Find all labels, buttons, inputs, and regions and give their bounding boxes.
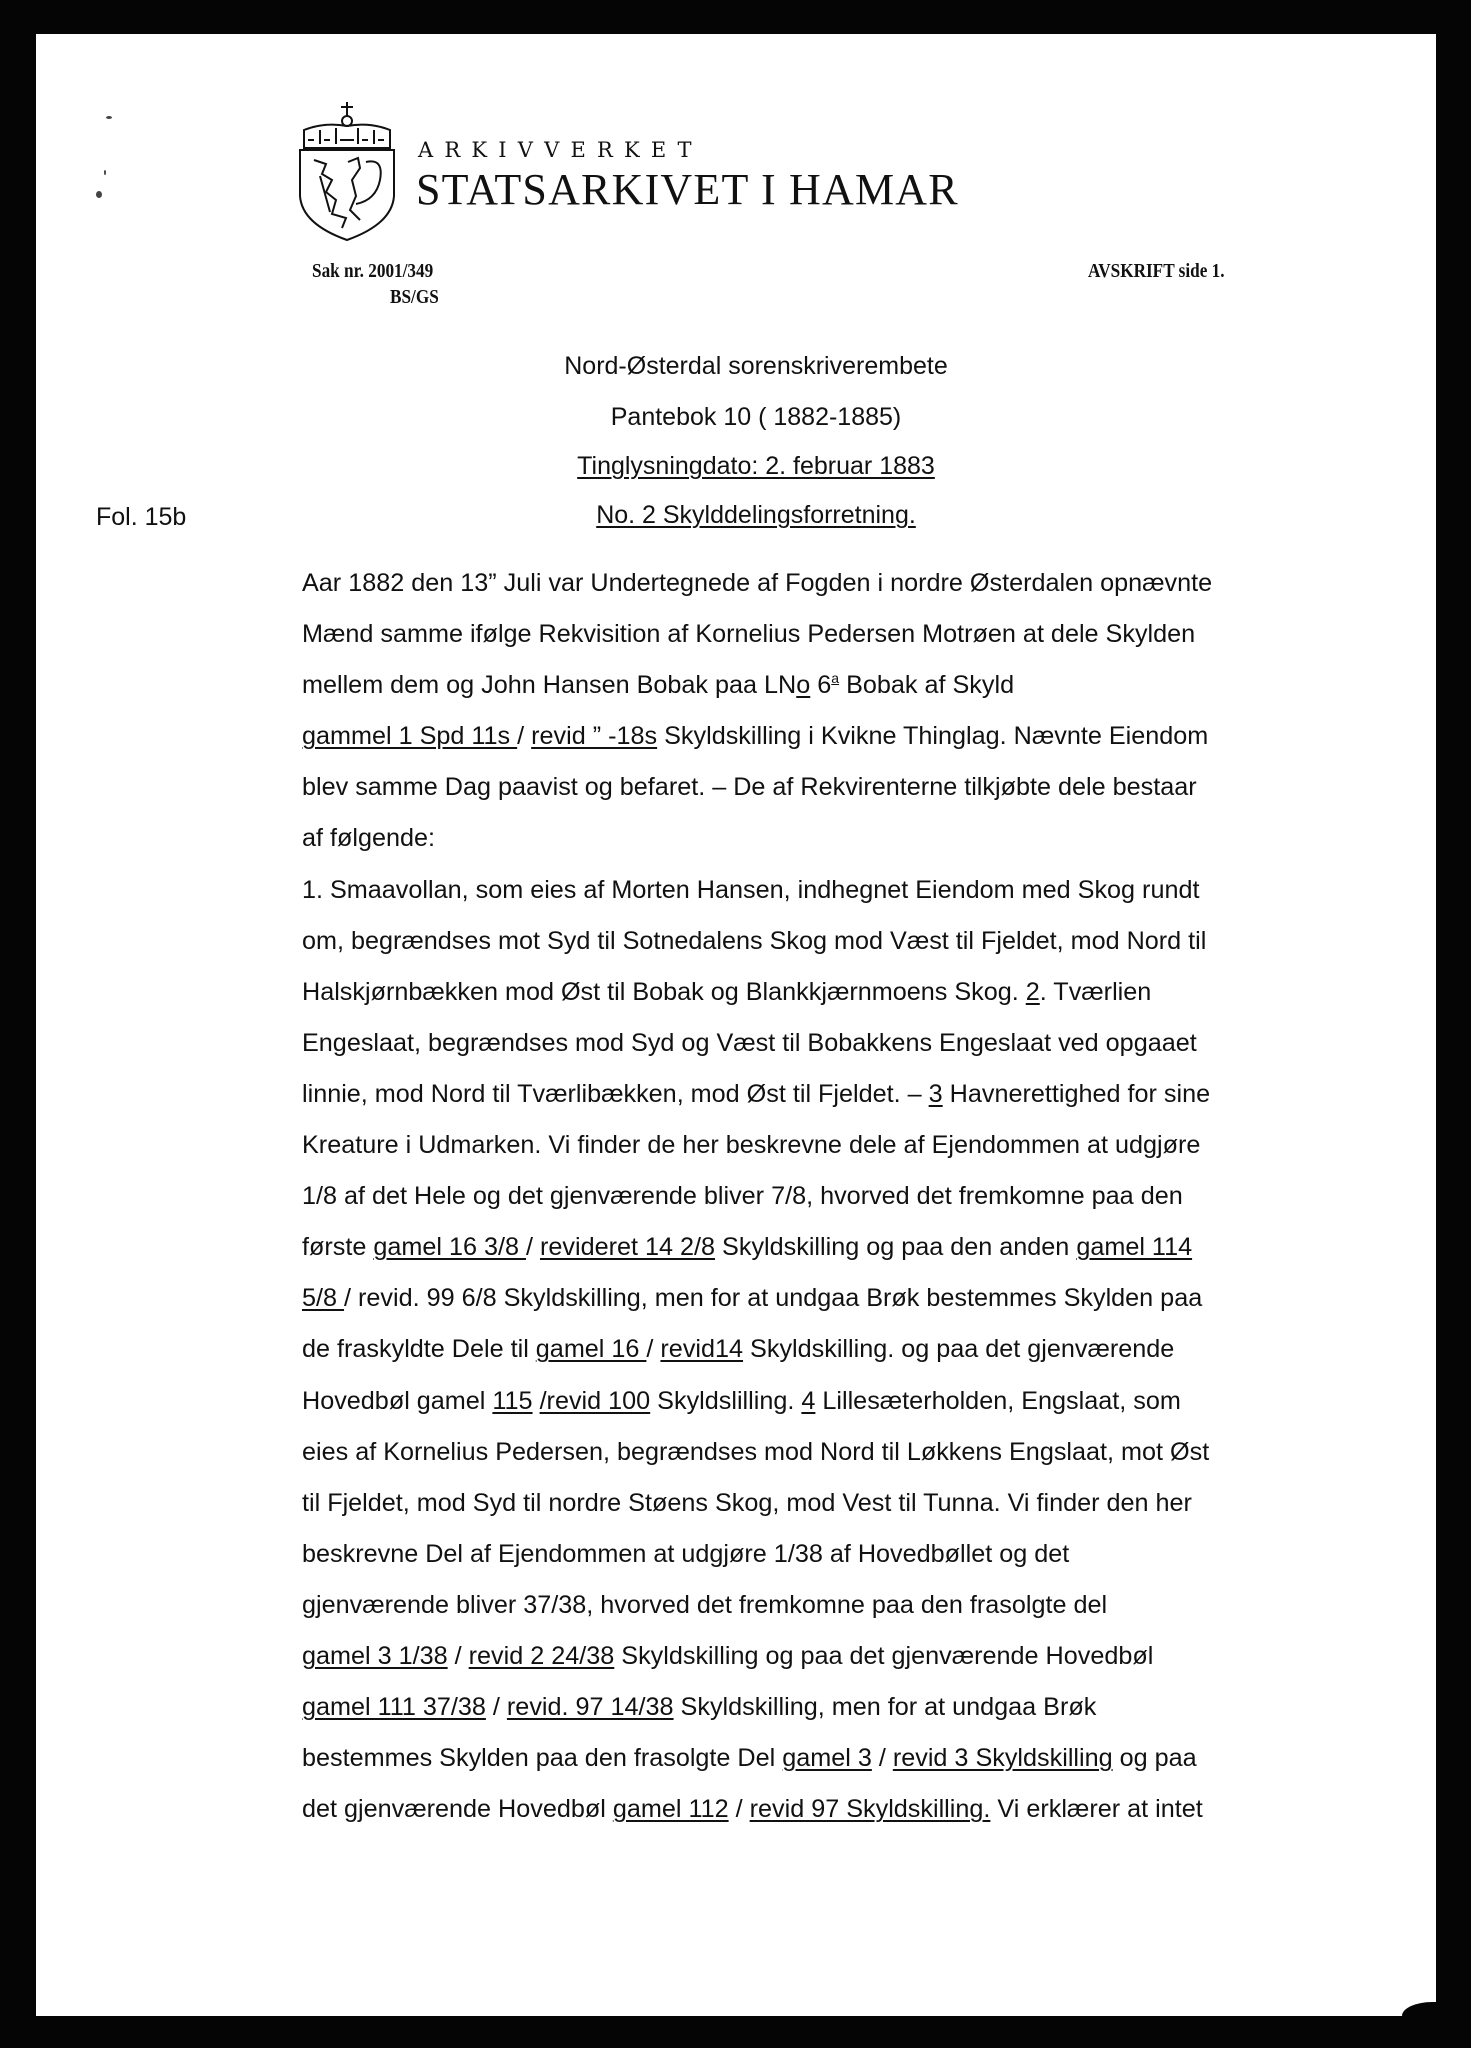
text-line (302, 1120, 1362, 1171)
text-segment: Lillesæterholden, Engslaat, som (815, 1386, 1181, 1415)
text-segment: Mænd samme ifølge Rekvisition af Kornelius Pedersen Motrøen at dele Skylden (302, 620, 1196, 649)
text-segment: Skyldskilling, men for at undgaa Brøk (673, 1693, 1097, 1722)
text-segment (533, 1387, 540, 1415)
text-segment: Skyldskilling og paa det gjenværende Hovedbøl (614, 1641, 1154, 1670)
text-segment: / (447, 1641, 469, 1670)
text-segment: . Tværlien (1039, 977, 1152, 1006)
norwegian-coat-of-arms-icon (296, 100, 398, 242)
underlined-segment: o (796, 671, 811, 700)
text-line (302, 711, 1362, 762)
scan-speck (104, 170, 106, 175)
book-name: Pantebok 10 ( 1882-1885) (610, 403, 902, 431)
text-segment: Aar 1882 den 13” Juli var Undertegnede af Fogden i nordre Østerdalen opnævnte (302, 569, 1213, 597)
text-segment: Skyldskilling og paa den anden (715, 1233, 1077, 1262)
text-segment: 6 (810, 671, 832, 700)
underlined-segment: gamel 3 (782, 1744, 872, 1773)
text-segment: Havnerettighed for sine (942, 1079, 1211, 1108)
text-segment: / (728, 1795, 750, 1824)
text-line (302, 1784, 1362, 1835)
text-segment: / revid. 99 6/8 Skyldskilling, men for at undgaa Brøk bestemmes Skylden paa (344, 1284, 1203, 1313)
text-segment: Halskjørnbækken mod Øst til Bobak og Blankkjærnmoens Skog. (302, 977, 1026, 1006)
text-segment: Engeslaat, begrændses mod Syd og Væst til Bobakkens Engeslaat ved opgaaet (302, 1028, 1197, 1057)
text-line (302, 1529, 1362, 1580)
underlined-segment: gammel 1 Spd 11s (302, 722, 518, 751)
underlined-segment: 5/8 (302, 1284, 345, 1313)
text-line (302, 865, 1362, 916)
text-segment: blev samme Dag paavist og befaret. – De af Rekvirenterne tilkjøbte dele bestaar (302, 773, 1197, 802)
text-segment: Skyldskilling. og paa det gjenværende (743, 1335, 1175, 1364)
text-line (302, 1171, 1362, 1222)
case-initials: BS/GS (390, 286, 439, 308)
text-segment: gjenværende bliver 37/38, hvorved det fremkomne paa den frasolgte del (302, 1590, 1108, 1619)
text-segment: / (646, 1335, 661, 1364)
underlined-segment: gamel 16 3/8 (373, 1233, 527, 1262)
text-segment: / (871, 1744, 893, 1773)
court-name: Nord-Østerdal sorenskriverembete (564, 352, 948, 380)
text-segment: Vi erklærer at intet (990, 1795, 1203, 1824)
underlined-segment: gamel 114 (1076, 1233, 1193, 1262)
text-line (302, 1733, 1362, 1784)
text-line (302, 1018, 1362, 1069)
text-segment: af følgende: (302, 824, 436, 853)
underlined-segment: revid 97 Skyldskilling. (749, 1795, 991, 1824)
text-segment: 1. Smaavollan, som eies af Morten Hansen, indhegnet Eiendom med Skog rundt (302, 875, 1200, 904)
text-segment: / (485, 1693, 507, 1722)
underlined-segment: gamel 111 37/38 (302, 1693, 486, 1722)
text-segment: Skyldskilling i Kvikne Thinglag. Nævnte Eiendom (657, 722, 1209, 751)
court-heading (36, 352, 1456, 381)
text-segment: om, begrændses mot Syd til Sotnedalens Skog mod Væst til Fjeldet, mod Nord til (302, 926, 1207, 955)
document-page (36, 34, 1436, 2016)
text-line (302, 1324, 1362, 1375)
underlined-segment: revideret 14 2/8 (540, 1233, 716, 1262)
text-line (302, 1580, 1362, 1631)
regional-archive-name: STATSARKIVET I HAMAR (416, 165, 959, 214)
text-segment: til Fjeldet, mod Syd til nordre Støens Skog, mod Vest til Tunna. Vi finder den her (302, 1488, 1192, 1517)
scan-speck (96, 191, 102, 198)
text-line (302, 1376, 1362, 1427)
transcription-body (302, 558, 1362, 1835)
text-segment: mellem dem og John Hansen Bobak paa LN (302, 671, 797, 700)
registration-date-heading (36, 452, 1456, 481)
text-line (302, 813, 1362, 864)
torn-corner (1402, 2002, 1436, 2016)
text-line (302, 1069, 1362, 1120)
text-segment: Bobak af Skyld (839, 671, 1015, 700)
text-segment: / (526, 1233, 541, 1262)
underlined-segment: gamel 112 (612, 1795, 729, 1824)
underlined-segment: /revid 100 (539, 1386, 651, 1415)
text-segment: det gjenværende Hovedbøl (302, 1795, 613, 1824)
text-segment: Kreature i Udmarken. Vi finder de her beskrevne dele af Ejendommen at udgjøre (302, 1131, 1201, 1160)
text-line (302, 1222, 1362, 1273)
text-segment: linnie, mod Nord til Tværlibækken, mod Øst til Fjeldet. – (302, 1079, 929, 1108)
scan-speck (106, 116, 112, 119)
underlined-segment: gamel 16 (535, 1335, 647, 1364)
underlined-segment: revid. 97 14/38 (506, 1693, 674, 1722)
text-segment: Hovedbøl gamel (302, 1386, 493, 1415)
text-segment: første (302, 1233, 374, 1262)
text-segment: bestemmes Skylden paa den frasolgte Del (302, 1744, 783, 1773)
text-segment: Skyldslilling. (650, 1386, 802, 1415)
underlined-segment: 3 (928, 1079, 943, 1108)
text-segment: / (517, 722, 532, 751)
text-line (302, 558, 1362, 609)
underlined-segment: gamel 3 1/38 (302, 1641, 448, 1670)
archive-agency-name: ARKIVVERKET (418, 138, 703, 162)
text-segment: 1/8 af det Hele og det gjenværende bliver 7/8, hvorved det fremkomne paa den (302, 1182, 1183, 1211)
underlined-segment: revid 2 24/38 (468, 1641, 615, 1670)
record-title: No. 2 Skylddelingsforretning. (596, 501, 916, 529)
text-line (302, 660, 1362, 711)
text-line (302, 1478, 1362, 1529)
text-segment: eies af Kornelius Pedersen, begrændses mod Nord til Løkkens Engslaat, mot Øst (302, 1437, 1210, 1466)
text-segment: og paa (1112, 1744, 1197, 1773)
copy-page-label: AVSKRIFT side 1. (1088, 260, 1225, 282)
book-heading (36, 403, 1456, 432)
underlined-segment: 4 (801, 1386, 816, 1415)
registration-date: Tinglysningdato: 2. februar 1883 (577, 452, 935, 480)
text-line (302, 1273, 1362, 1324)
text-line (302, 1682, 1362, 1733)
underlined-segment: revid ” -18s (531, 722, 658, 751)
text-line (302, 762, 1362, 813)
superscript-segment: a (831, 670, 840, 687)
text-line (302, 1427, 1362, 1478)
text-segment: de fraskyldte Dele til (302, 1335, 536, 1364)
text-line (302, 967, 1362, 1018)
text-line (302, 916, 1362, 967)
underlined-segment: 115 (492, 1386, 533, 1415)
case-number: Sak nr. 2001/349 (312, 260, 434, 282)
text-line (302, 609, 1362, 660)
text-line (302, 1631, 1362, 1682)
text-segment: beskrevne Del af Ejendommen at udgjøre 1/38 af Hovedbøllet og det (302, 1539, 1070, 1568)
underlined-segment: revid14 (660, 1335, 744, 1364)
underlined-segment: revid 3 Skyldskilling (892, 1744, 1113, 1773)
record-title-heading (36, 501, 1456, 530)
underlined-segment: 2 (1025, 977, 1040, 1006)
folio-label: Fol. 15b (96, 503, 187, 531)
